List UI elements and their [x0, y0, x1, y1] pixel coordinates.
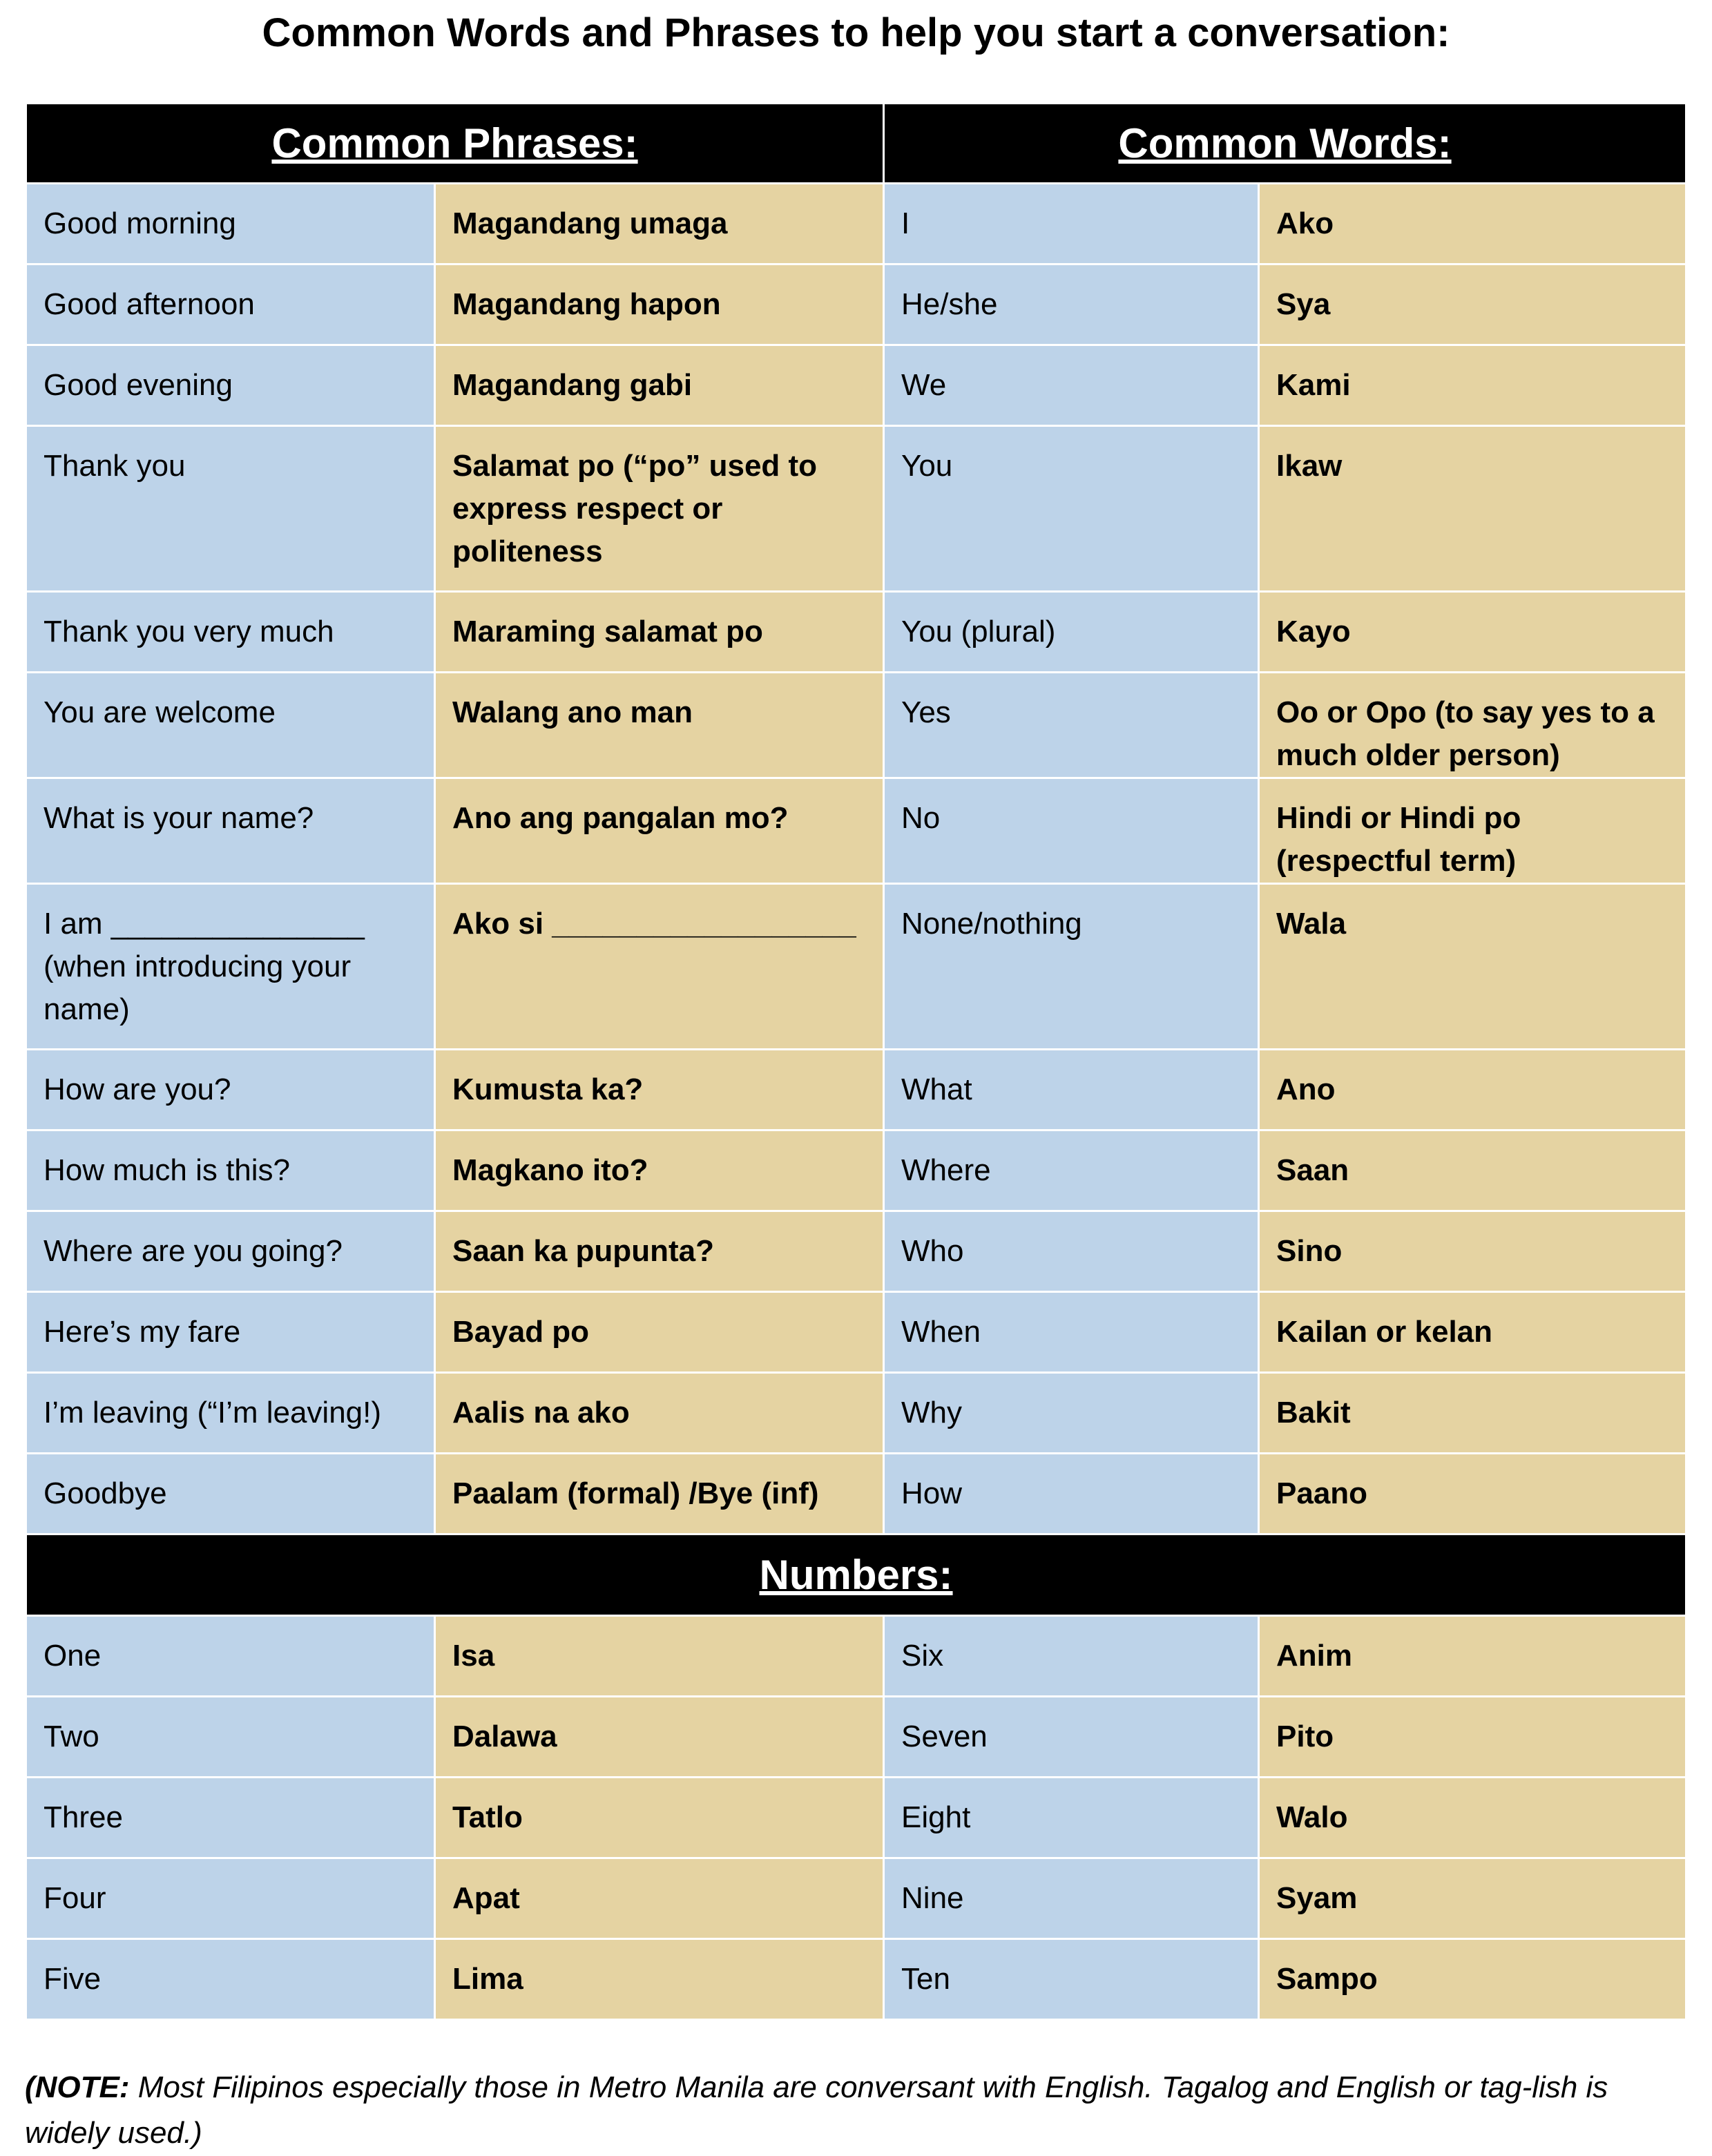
phrase-english: You are welcome — [26, 673, 435, 778]
number-row — [26, 1778, 1686, 1858]
word-tagalog: Ikaw — [1259, 426, 1686, 592]
word-english: Why — [884, 1373, 1259, 1454]
table-row — [26, 1373, 1686, 1454]
word-tagalog: Ako — [1259, 184, 1686, 264]
phrase-english: Here’s my fare — [26, 1292, 435, 1373]
word-english: We — [884, 345, 1259, 426]
number-english: Eight — [884, 1778, 1259, 1858]
word-tagalog: Paano — [1259, 1454, 1686, 1534]
phrase-tagalog: Maraming salamat po — [435, 592, 884, 673]
number-english: Seven — [884, 1697, 1259, 1778]
number-row — [26, 1939, 1686, 2020]
section-header-row — [26, 104, 1686, 184]
phrase-english: Thank you very much — [26, 592, 435, 673]
phrase-tagalog: Magandang hapon — [435, 264, 884, 345]
word-tagalog: Kayo — [1259, 592, 1686, 673]
word-english: I — [884, 184, 1259, 264]
note-text: Most Filipinos especially those in Metro Manila are conversant with English. Tagalog and English or tag-lish is widely used.) — [25, 2070, 1608, 2150]
word-tagalog: Sino — [1259, 1211, 1686, 1292]
number-english: Three — [26, 1778, 435, 1858]
word-tagalog: Saan — [1259, 1130, 1686, 1211]
table-row — [26, 1130, 1686, 1211]
phrase-tagalog: Saan ka pupunta? — [435, 1211, 884, 1292]
table-row — [26, 1454, 1686, 1534]
number-english: Two — [26, 1697, 435, 1778]
number-tagalog: Tatlo — [435, 1778, 884, 1858]
vocabulary-table — [25, 102, 1687, 2021]
number-english: Ten — [884, 1939, 1259, 2020]
word-english: You — [884, 426, 1259, 592]
word-tagalog: Sya — [1259, 264, 1686, 345]
word-tagalog: Ano — [1259, 1050, 1686, 1130]
phrase-english: What is your name? — [26, 778, 435, 884]
phrase-tagalog: Kumusta ka? — [435, 1050, 884, 1130]
phrase-tagalog: Ako si __________________ — [435, 884, 884, 1050]
word-english: What — [884, 1050, 1259, 1130]
page-title: Common Words and Phrases to help you start a conversation: — [262, 10, 1450, 55]
phrase-english: Where are you going? — [26, 1211, 435, 1292]
phrase-english: Good evening — [26, 345, 435, 426]
common-words-header: Common Words: — [884, 104, 1686, 184]
footnote — [25, 2065, 1689, 2156]
table-row — [26, 1211, 1686, 1292]
number-tagalog: Pito — [1259, 1697, 1686, 1778]
word-english: No — [884, 778, 1259, 884]
phrase-english: Good morning — [26, 184, 435, 264]
word-tagalog: Wala — [1259, 884, 1686, 1050]
phrase-tagalog: Walang ano man — [435, 673, 884, 778]
phrase-tagalog: Paalam (formal) /Bye (inf) — [435, 1454, 884, 1534]
word-english: Where — [884, 1130, 1259, 1211]
number-tagalog: Syam — [1259, 1858, 1686, 1939]
word-english: He/she — [884, 264, 1259, 345]
table-row — [26, 778, 1686, 884]
table-row — [26, 264, 1686, 345]
number-english: Five — [26, 1939, 435, 2020]
phrase-english: I am _______________ (when introducing your name) — [26, 884, 435, 1050]
word-english: You (plural) — [884, 592, 1259, 673]
phrase-tagalog: Aalis na ako — [435, 1373, 884, 1454]
word-tagalog: Kailan or kelan — [1259, 1292, 1686, 1373]
table-row — [26, 884, 1686, 1050]
word-tagalog: Bakit — [1259, 1373, 1686, 1454]
number-tagalog: Walo — [1259, 1778, 1686, 1858]
number-tagalog: Apat — [435, 1858, 884, 1939]
numbers-header: Numbers: — [26, 1534, 1686, 1616]
word-english: Who — [884, 1211, 1259, 1292]
note-label: (NOTE: — [25, 2070, 130, 2104]
phrase-tagalog: Magandang umaga — [435, 184, 884, 264]
word-english: How — [884, 1454, 1259, 1534]
table-row — [26, 184, 1686, 264]
word-tagalog: Oo or Opo (to say yes to a much older person) — [1259, 673, 1686, 778]
number-english: One — [26, 1616, 435, 1697]
phrase-english: I’m leaving (“I’m leaving!) — [26, 1373, 435, 1454]
number-tagalog: Lima — [435, 1939, 884, 2020]
table-row — [26, 592, 1686, 673]
phrase-tagalog: Salamat po (“po” used to express respect or politeness — [435, 426, 884, 592]
table-row — [26, 345, 1686, 426]
number-english: Nine — [884, 1858, 1259, 1939]
table-row — [26, 1050, 1686, 1130]
number-tagalog: Dalawa — [435, 1697, 884, 1778]
number-tagalog: Isa — [435, 1616, 884, 1697]
number-row — [26, 1616, 1686, 1697]
phrase-english: How much is this? — [26, 1130, 435, 1211]
word-english: Yes — [884, 673, 1259, 778]
word-english: None/nothing — [884, 884, 1259, 1050]
number-tagalog: Sampo — [1259, 1939, 1686, 2020]
number-row — [26, 1858, 1686, 1939]
word-tagalog: Hindi or Hindi po (respectful term) — [1259, 778, 1686, 884]
table-row — [26, 426, 1686, 592]
number-english: Six — [884, 1616, 1259, 1697]
phrase-english: Good afternoon — [26, 264, 435, 345]
phrase-english: How are you? — [26, 1050, 435, 1130]
phrase-tagalog: Bayad po — [435, 1292, 884, 1373]
phrase-english: Goodbye — [26, 1454, 435, 1534]
table-row — [26, 1292, 1686, 1373]
phrase-tagalog: Magkano ito? — [435, 1130, 884, 1211]
number-row — [26, 1697, 1686, 1778]
phrase-english: Thank you — [26, 426, 435, 592]
word-english: When — [884, 1292, 1259, 1373]
number-tagalog: Anim — [1259, 1616, 1686, 1697]
table-row — [26, 673, 1686, 778]
phrase-tagalog: Ano ang pangalan mo? — [435, 778, 884, 884]
common-phrases-header: Common Phrases: — [26, 104, 884, 184]
numbers-header-row — [26, 1534, 1686, 1616]
phrase-tagalog: Magandang gabi — [435, 345, 884, 426]
word-tagalog: Kami — [1259, 345, 1686, 426]
number-english: Four — [26, 1858, 435, 1939]
